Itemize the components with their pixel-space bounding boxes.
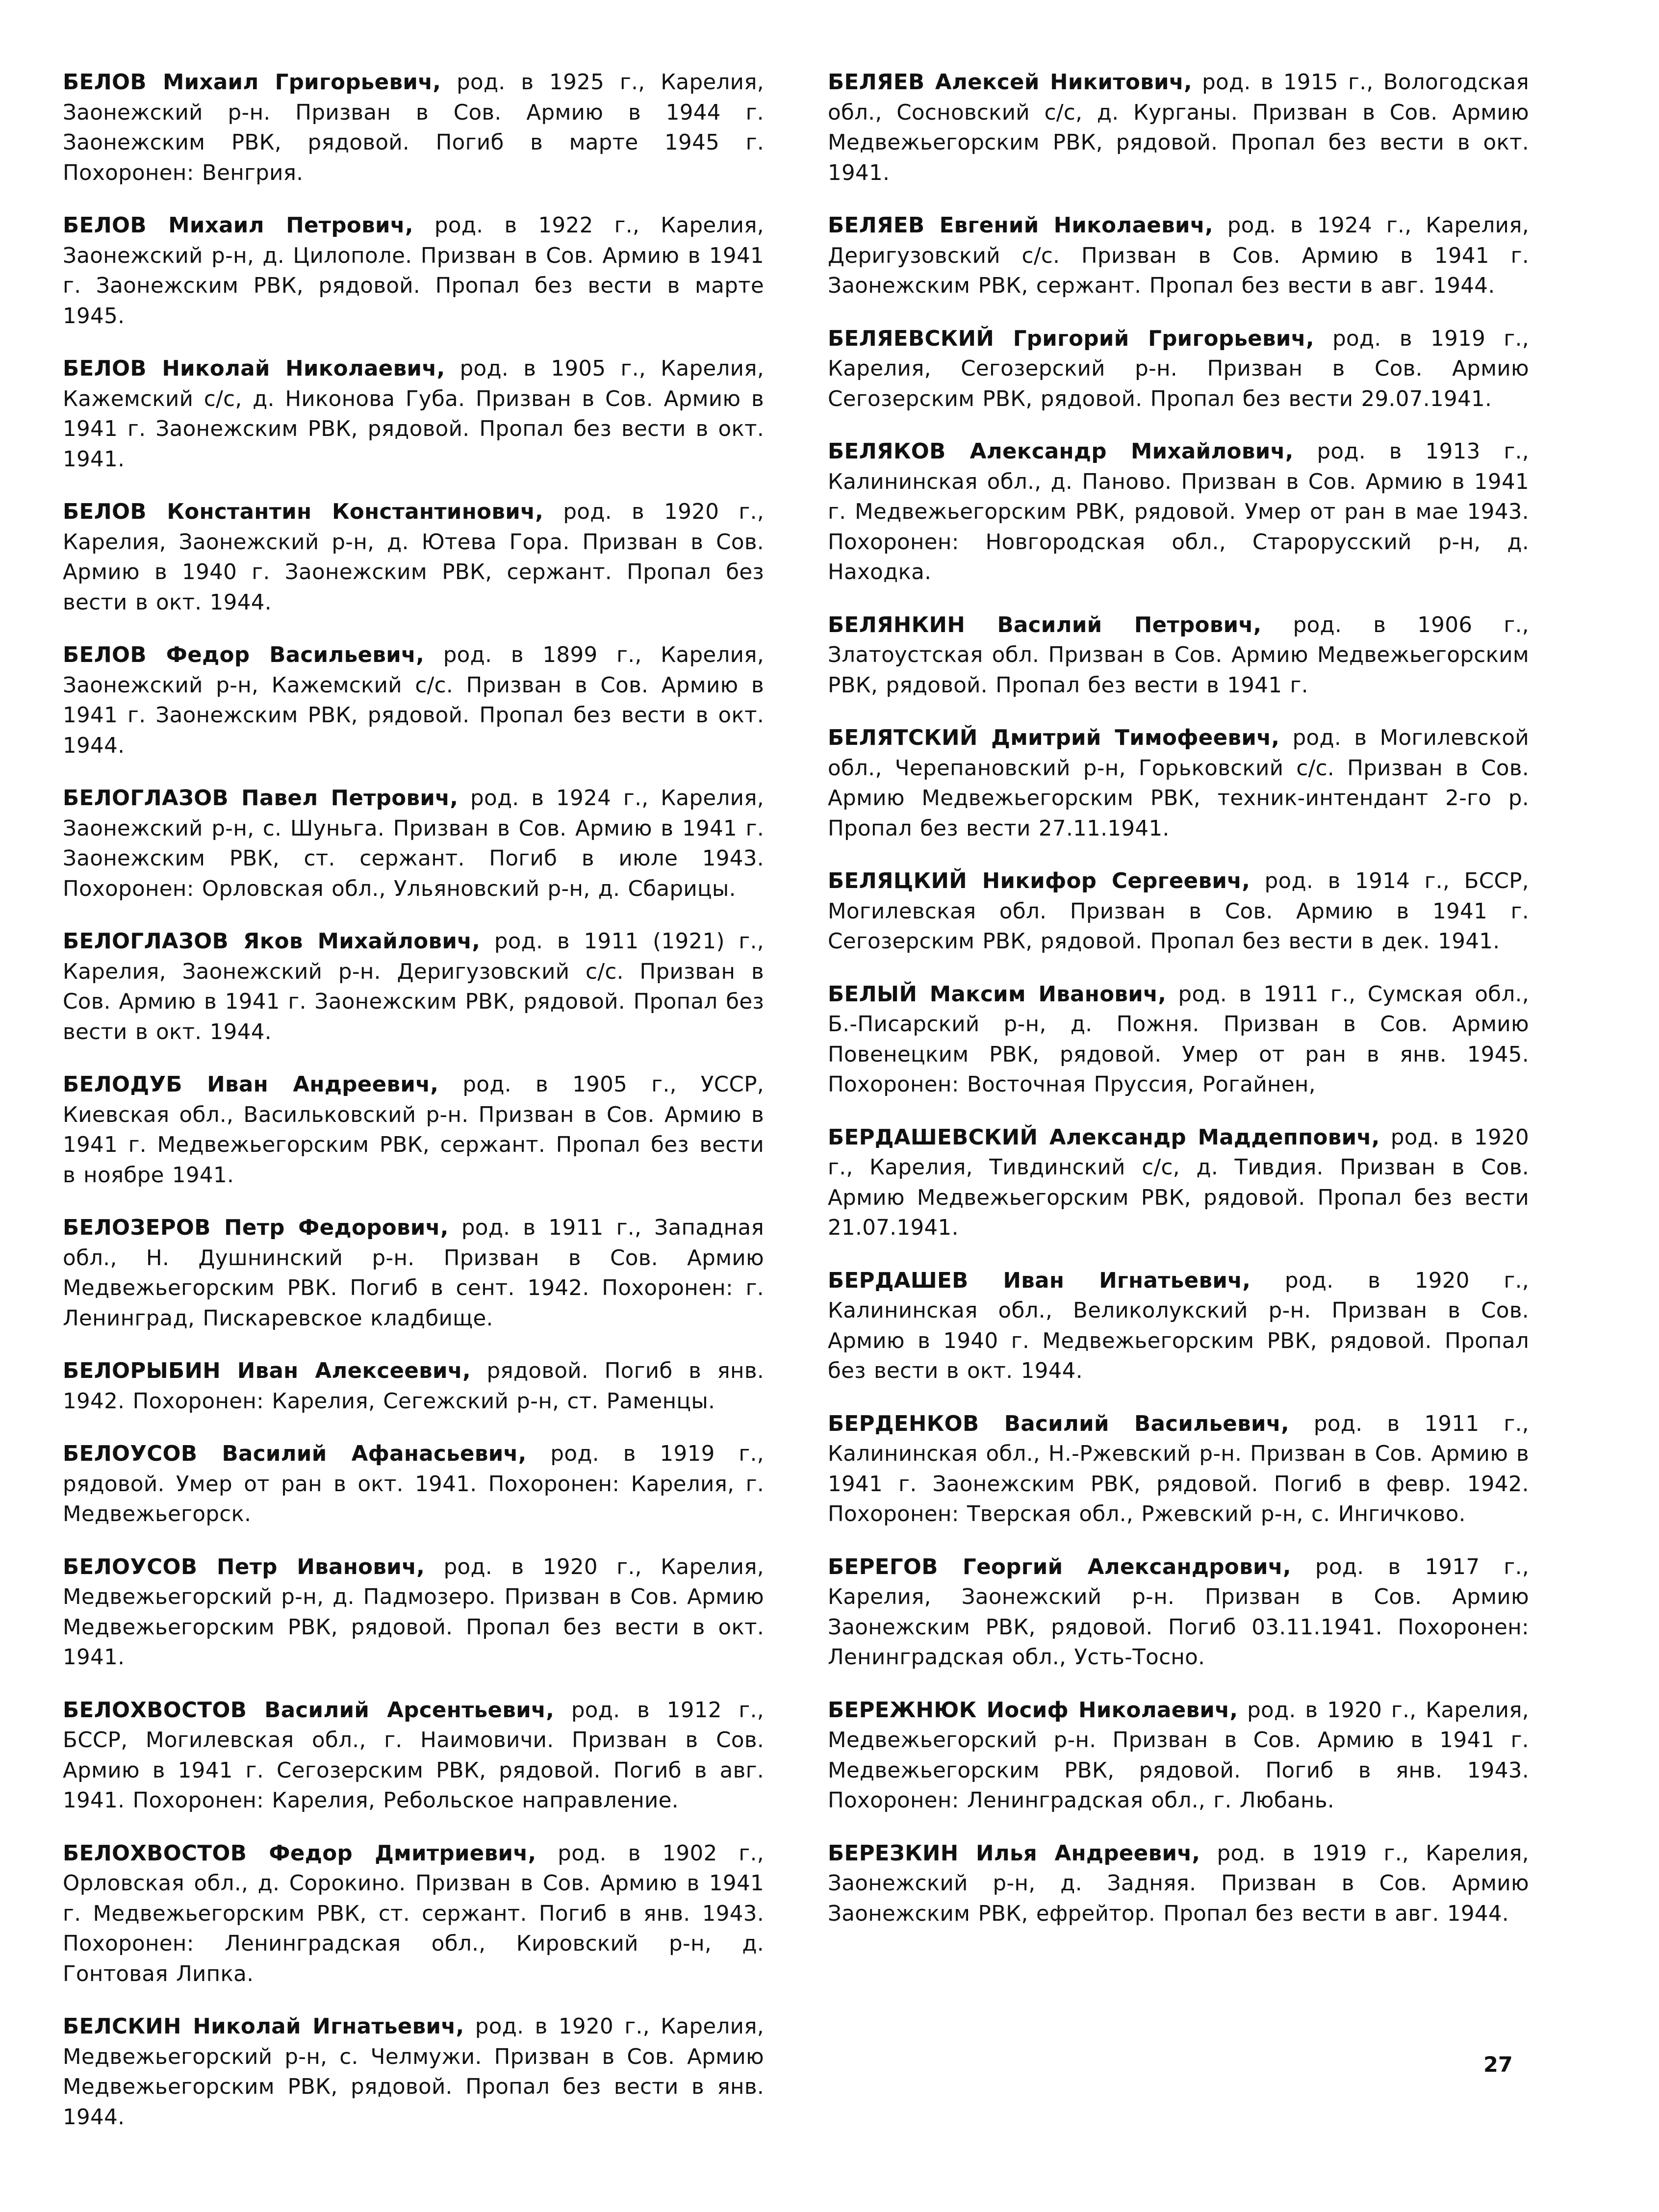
- entry: [828, 980, 1529, 1100]
- entry: [63, 1070, 764, 1191]
- entry: [828, 723, 1529, 844]
- entry-text: род. в 1925 г., Карелия, Заонежский р-н. Призван в Сов. Армию в 1944 г. Заонежским РВК, рядовой. Погиб в марте 1945 г. Похоронен: Венгрия.: [63, 70, 764, 185]
- entry-text: род. в 1912 г., БССР, Могилевская обл., г. Наимовичи. Призван в Сов. Армию в 1941 г. Сегозерским РВК, рядовой. Погиб в авг. 1941. Похоронен: Карелия, Ребольское направление.: [63, 1698, 764, 1813]
- entry: [63, 927, 764, 1047]
- entry-name: БЕЛЯКОВ Александр Михайлович,: [828, 439, 1294, 464]
- entry-text: род. в 1914 г., БССР, Могилевская обл. Призван в Сов. Армию в 1941 г. Сегозерским РВК, рядовой. Пропал без вести в дек. 1941.: [828, 869, 1529, 954]
- entry-text: род. в 1920 г., Карелия, Медвежьегорский р-н. Призван в Сов. Армию в 1941 г. Медвежьегорским РВК, рядовой. Погиб в янв. 1943. Похоронен: Ленинградская обл., г. Любань.: [828, 1698, 1529, 1813]
- entry-text: род. в 1920 г., Карелия, Медвежьегорский р-н, с. Челмужи. Призван в Сов. Армию Медвежьегорским РВК, рядовой. Пропал без вести в янв. 1944.: [63, 2014, 764, 2130]
- entry: [63, 68, 764, 188]
- entry-text: род. в 1911 (1921) г., Карелия, Заонежский р-н. Деригузовский с/с. Призван в Сов. Армию в 1941 г. Заонежским РВК, рядовой. Пропал без вести в окт. 1944.: [63, 929, 764, 1044]
- entry-text: род. в Могилевской обл., Черепановский р-н, Горьковский с/с. Призван в Сов. Армию Медвежьегорским РВК, техник-интендант 2-го р. Пропал без вести 27.11.1941.: [828, 726, 1529, 841]
- entry: [63, 211, 764, 331]
- entry-text: род. в 1899 г., Карелия, Заонежский р-н, Кажемский с/с. Призван в Сов. Армию в 1941 г. Заонежским РВК, рядовой. Пропал без вести в окт. 1944.: [63, 643, 764, 758]
- entry-text: рядовой. Погиб в янв. 1942. Похоронен: Карелия, Сегежский р-н, ст. Раменцы.: [63, 1359, 765, 1414]
- entry-text: род. в 1911 г., Калининская обл., Н.-Ржевский р-н. Призван в Сов. Армию в 1941 г. Заонежским РВК, рядовой. Погиб в февр. 1942. Похоронен: Тверская обл., Ржевский р-н, с. Ингичково.: [828, 1411, 1529, 1526]
- entry-name: БЕЛОУСОВ Василий Афанасьевич,: [63, 1442, 527, 1466]
- entry-text: род. в 1920 г., Карелия, Медвежьегорский р-н, д. Падмозеро. Призван в Сов. Армию Медвежьегорским РВК, рядовой. Пропал без вести в окт. 1941.: [63, 1554, 764, 1670]
- entry: [828, 324, 1529, 415]
- entry-name: БЕЛЫЙ Максим Иванович,: [828, 982, 1167, 1007]
- entry-text: род. в 1919 г., Карелия, Сегозерский р-н. Призван в Сов. Армию Сегозерским РВК, рядовой. Пропал без вести 29.07.1941.: [828, 326, 1529, 411]
- entry: [63, 1552, 764, 1673]
- entry-name: БЕЛОВ Федор Васильевич,: [63, 643, 425, 667]
- entry-name: БЕЛОВ Михаил Петрович,: [63, 213, 413, 238]
- entry: [63, 1696, 764, 1816]
- entry-name: БЕЛОХВОСТОВ Федор Дмитриевич,: [63, 1841, 536, 1866]
- entry: [828, 1552, 1529, 1673]
- entry-name: БЕЛОВ Константин Константинович,: [63, 500, 544, 524]
- entry-text: род. в 1920 г., Карелия, Тивдинский с/с, д. Тивдия. Призван в Сов. Армию Медвежьегорским РВК, рядовой. Пропал без вести 21.07.1941.: [828, 1125, 1529, 1240]
- entry-name: БЕЛОХВОСТОВ Василий Арсентьевич,: [63, 1698, 555, 1723]
- entry-name: БЕРДАШЕВСКИЙ Александр Маддеппович,: [828, 1125, 1380, 1150]
- entry-text: род. в 1915 г., Вологодская обл., Сосновский с/с, д. Курганы. Призван в Сов. Армию Медвежьегорским РВК, рядовой. Пропал без вести в окт. 1941.: [828, 70, 1529, 185]
- entry-text: род. в 1913 г., Калининская обл., д. Паново. Призван в Сов. Армию в 1941 г. Медвежьегорским РВК, рядовой. Умер от ран в мае 1943. Похоронен: Новгородская обл., Старорусский р-н, д. Находка.: [828, 439, 1530, 585]
- entry: [63, 354, 764, 475]
- entry: [828, 610, 1529, 701]
- entry-name: БЕЛОВ Николай Николаевич,: [63, 356, 445, 381]
- entry-name: БЕРЕГОВ Георгий Александрович,: [828, 1554, 1291, 1579]
- entry-name: БЕЛОРЫБИН Иван Алексеевич,: [63, 1359, 471, 1383]
- entry: [828, 211, 1529, 302]
- entry: [63, 2012, 764, 2133]
- entry-name: БЕЛОГЛАЗОВ Яков Михайлович,: [63, 929, 481, 954]
- entry-name: БЕЛЯТСКИЙ Дмитрий Тимофеевич,: [828, 726, 1280, 750]
- entry-text: род. в 1920 г., Карелия, Заонежский р-н, д. Ютева Гора. Призван в Сов. Армию в 1940 г. Заонежским РВК, сержант. Пропал без вести в окт. 1944.: [63, 500, 764, 615]
- entry-name: БЕЛОУСОВ Петр Иванович,: [63, 1554, 425, 1579]
- entry-text: род. в 1911 г., Сумская обл., Б.-Писарский р-н, д. Пожня. Призван в Сов. Армию Повенецким РВК, рядовой. Умер от ран в янв. 1945. Похоронен: Восточная Пруссия, Рогайнен,: [828, 982, 1529, 1097]
- entry-text: род. в 1924 г., Карелия, Заонежский р-н, с. Шуньга. Призван в Сов. Армию в 1941 г. Заонежским РВК, ст. сержант. Погиб в июле 1943. Похоронен: Орловская обл., Ульяновский р-н, д. Сбарицы.: [63, 786, 764, 901]
- entry-text: род. в 1922 г., Карелия, Заонежский р-н, д. Цилополе. Призван в Сов. Армию в 1941 г. Заонежским РВК, рядовой. Пропал без вести в марте 1945.: [63, 213, 764, 329]
- entry: [828, 437, 1529, 588]
- entry-text: род. в 1911 г., Западная обл., Н. Душнинский р-н. Призван в Сов. Армию Медвежьегорским РВК. Погиб в сент. 1942. Похоронен: г. Ленинград, Пискаревское кладбище.: [63, 1216, 764, 1331]
- entry: [828, 68, 1529, 188]
- entry: [828, 866, 1529, 957]
- page-number: 27: [1483, 2053, 1513, 2077]
- entry-text: род. в 1905 г., УССР, Киевская обл., Васильковский р-н. Призван в Сов. Армию в 1941 г. Медвежьегорским РВК, сержант. Пропал без вести в ноябре 1941.: [63, 1072, 764, 1188]
- entry: [828, 1123, 1529, 1244]
- entry-name: БЕЛОВ Михаил Григорьевич,: [63, 70, 441, 95]
- entry-text: род. в 1924 г., Карелия, Деригузовский с/с. Призван в Сов. Армию в 1941 г. Заонежским РВК, сержант. Пропал без вести в авг. 1944.: [828, 213, 1529, 298]
- entry-name: БЕРДЕНКОВ Василий Васильевич,: [828, 1411, 1289, 1436]
- entry-text: род. в 1906 г., Златоустская обл. Призван в Сов. Армию Медвежьегорским РВК, рядовой. Пропал без вести в 1941 г.: [828, 612, 1529, 698]
- entry-text: род. в 1905 г., Карелия, Кажемский с/с, д. Никонова Губа. Призван в Сов. Армию в 1941 г. Заонежским РВК, рядовой. Пропал без вести в окт. 1941.: [63, 356, 764, 472]
- entry-name: БЕЛЯНКИН Василий Петрович,: [828, 612, 1262, 637]
- entry-name: БЕРЕЖНЮК Иосиф Николаевич,: [828, 1698, 1238, 1723]
- entry: [63, 497, 764, 618]
- entry: [828, 1409, 1529, 1530]
- entry: [63, 640, 764, 761]
- entry: [828, 1839, 1529, 1930]
- entry-text: род. в 1920 г., Калининская обл., Великолукский р-н. Призван в Сов. Армию в 1940 г. Медвежьегорским РВК, рядовой. Пропал без вести в окт. 1944.: [828, 1268, 1530, 1383]
- entry: [63, 784, 764, 904]
- entry-name: БЕЛЯЕВ Евгений Николаевич,: [828, 213, 1213, 238]
- entry: [828, 1696, 1529, 1816]
- entry-text: род. в 1919 г., Карелия, Заонежский р-н, д. Задняя. Призван в Сов. Армию Заонежским РВК, ефрейтор. Пропал без вести в авг. 1944.: [828, 1841, 1529, 1926]
- left-column: [63, 68, 765, 2130]
- entry: [828, 1266, 1529, 1387]
- entry-name: БЕРДАШЕВ Иван Игнатьевич,: [828, 1268, 1251, 1293]
- entry-name: БЕЛЯЕВСКИЙ Григорий Григорьевич,: [828, 326, 1314, 351]
- entry: [63, 1356, 764, 1417]
- entry-name: БЕЛЯЕВ Алексей Никитович,: [828, 70, 1192, 95]
- entry: [63, 1213, 764, 1334]
- entry: [63, 1439, 764, 1530]
- entry-name: БЕЛЯЦКИЙ Никифор Сергеевич,: [828, 869, 1251, 893]
- entry-text: род. в 1902 г., Орловская обл., д. Сорокино. Призван в Сов. Армию в 1941 г. Медвежьегорским РВК, ст. сержант. Погиб в янв. 1943. Похоронен: Ленинградская обл., Кировский р-н, д. Гонтовая Липка.: [63, 1841, 764, 1986]
- entry: [63, 1839, 764, 1990]
- entry-text: род. в 1917 г., Карелия, Заонежский р-н. Призван в Сов. Армию Заонежским РВК, рядовой. Погиб 03.11.1941. Похоронен: Ленинградская обл., Усть-Тосно.: [828, 1554, 1529, 1670]
- right-column: [828, 68, 1529, 2078]
- entry-name: БЕЛОГЛАЗОВ Павел Петрович,: [63, 786, 459, 811]
- entry-name: БЕЛОДУБ Иван Андреевич,: [63, 1072, 439, 1097]
- entry-name: БЕРЕЗКИН Илья Андреевич,: [828, 1841, 1200, 1866]
- entry-name: БЕЛОЗЕРОВ Петр Федорович,: [63, 1216, 449, 1240]
- entry-name: БЕЛСКИН Николай Игнатьевич,: [63, 2014, 464, 2039]
- entry-text: род. в 1919 г., рядовой. Умер от ран в окт. 1941. Похоронен: Карелия, г. Медвежьегорск.: [63, 1442, 764, 1526]
